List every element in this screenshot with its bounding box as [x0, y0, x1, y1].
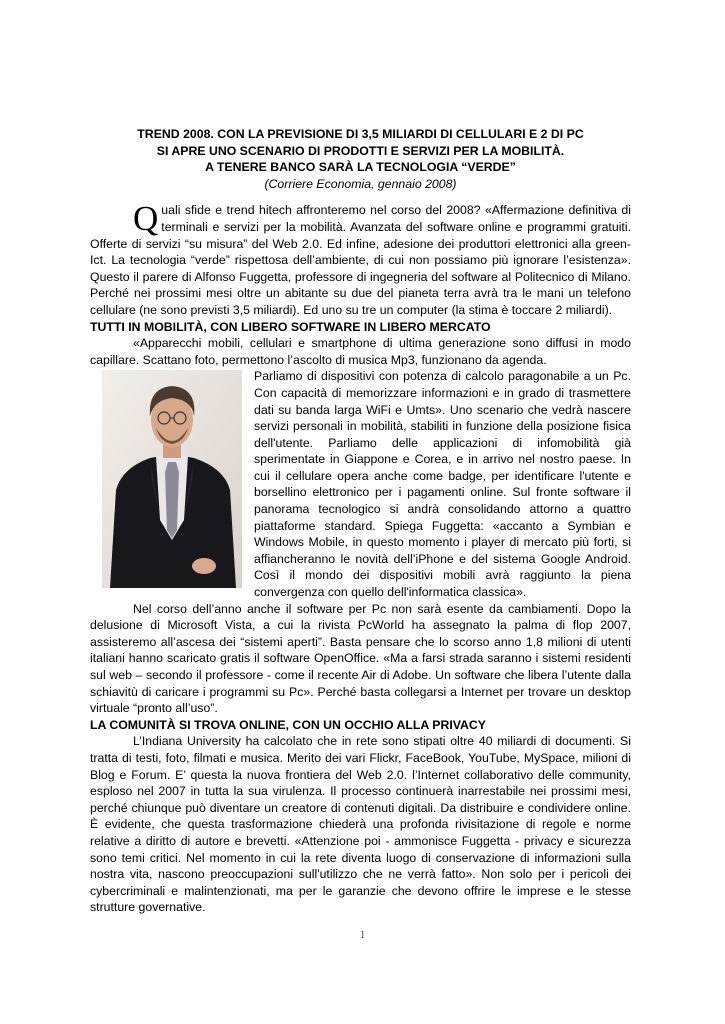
- section-title-mobility: TUTTI IN MOBILITÀ, CON LIBERO SOFTWARE IN LIBERO MERCATO: [90, 319, 491, 334]
- portrait-photo: [102, 370, 242, 588]
- section1-paragraph-1-start: «Apparecchi mobili, cellulari e smartphone di ultima generazione sono diffusi in modo capillare. Scattano foto, permettono l’ascolto di musica Mp3, funzionano da agenda.: [90, 336, 631, 367]
- portrait-illustration: [102, 370, 242, 588]
- headline-line-1: TREND 2008. CON LA PREVISIONE DI 3,5 MILIARDI DI CELLULARI E 2 DI PC: [137, 127, 584, 141]
- section-title-community: LA COMUNITÀ SI TROVA ONLINE, CON UN OCCHIO ALLA PRIVACY: [90, 717, 486, 732]
- intro-text: uali sfide e trend hitech affronteremo nel corso del 2008? «Affermazione definitiva di terminali e servizi per la mobilità. Avanzata del software online e programmi gratuiti. Offerte di servizi “su misura” del Web 2.0. Ed infine, adesione dei produttori elettronici alla green-Ict. La tecnologia “verde” rispettosa dell’ambiente, di cui non possiamo più ignorare l’esistenza». Questo il parere di Alfonso Fuggetta, professore di ingegneria del software al Politecnico di Milano. Perché nei prossimi mesi oltre un abitante su due del pianeta terra avrà tra le mani un telefono cellulare (ne sono previsti 3,5 miliardi). Ed uno su tre un computer (la stima è toccare 2 miliardi).: [90, 203, 631, 317]
- page-number: 1: [359, 927, 366, 941]
- drop-cap: Q: [133, 199, 159, 239]
- article-body: [90, 126, 631, 916]
- article-headline: [90, 126, 631, 176]
- headline-line-2: SI APRE UNO SCENARIO DI PRODOTTI E SERVIZI PER LA MOBILITÀ.: [156, 143, 565, 158]
- article-source: (Corriere Economia, gennaio 2008): [264, 176, 457, 191]
- headline-line-3: A TENERE BANCO SARÀ LA TECNOLOGIA “VERDE”: [205, 160, 516, 175]
- section2-paragraph: L’Indiana University ha calcolato che in rete sono stipati oltre 40 miliardi di documenti. Si tratta di testi, foto, filmati e musica. Merito dei vari Flickr, FaceBook, YouTube, MySpace, milioni di Blog e Forum. E’ questa la nuova frontiera del Web 2.0. l’Internet collaborativo delle community, esploso nel 2007 in tutta la sua virulenza. Il processo continuerà inarrestabile nei prossimi mesi, perché chiunque può diventare un creatore di contenuti digitali. Da distribuire e condividere online. È evidente, che questa trasformazione chiederà una profonda rivisitazione di regole e norme relative a diritto di autore e brevetti. «Attenzione poi - ammonisce Fuggetta - privacy e sicurezza sono temi critici. Nel momento in cui la rete diventa luogo di conservazione di informazioni sulla nostra vita, nascono preoccupazioni sull'utilizzo che ne verrà fatto». Non solo per i pericoli dei cybercriminali e malintenzionati, ma per le garanzie che devono offrire le imprese e le stesse strutture governative.: [90, 734, 631, 915]
- section1-paragraph-2: Nel corso dell’anno anche il software per Pc non sarà esente da cambiamenti. Dopo la delusione di Microsoft Vista, a cui la rivista PcWorld ha assegnato la palma di flop 2007, assisteremo all’ascesa dei “sistemi aperti”. Basta pensare che lo scorso anno 1,8 milioni di utenti italiani hanno scaricato gratis il software OpenOffice. «Ma a farsi strada saranno i sistemi residenti sul web – secondo il professore - come il recente Air di Adobe. Un software che libera l’utente dalla schiavitù di caricare i programmi su Pc». Perché basta collegarsi a Internet per trovare un desktop virtuale “pronto all’uso”.: [90, 601, 631, 716]
- intro-paragraph: [90, 199, 631, 318]
- section1-paragraph-1-rest: Parliamo di dispositivi con potenza di calcolo paragonabile a un Pc. Con capacità di memorizzare informazioni e in grado di trasmettere dati su banda larga WiFi e Umts». Uno scenario che vedrà nascere servizi personali in mobilità, stabiliti in funzione della posizione fisica dell'utente. Parliamo delle applicazioni di infomobilità già sperimentate in Giappone e Corea, e in arrivo nel nostro paese. In cui il cellulare opera anche come badge, per identificare l'utente e borsellino elettronico per i pagamenti online. Sul fronte software il panorama tecnologico si andrà consolidando attorno a quattro piattaforme standard. Spiega Fuggetta: «accanto a Symbian e Windows Mobile, in questo momento i player di mercato più forti, si affiancheranno le novità dell’iPhone e del sistema Google Android. Così il mondo dei dispositivi mobili avrà raggiunto la piena convergenza con quello dell'informatica classica».: [254, 369, 631, 600]
